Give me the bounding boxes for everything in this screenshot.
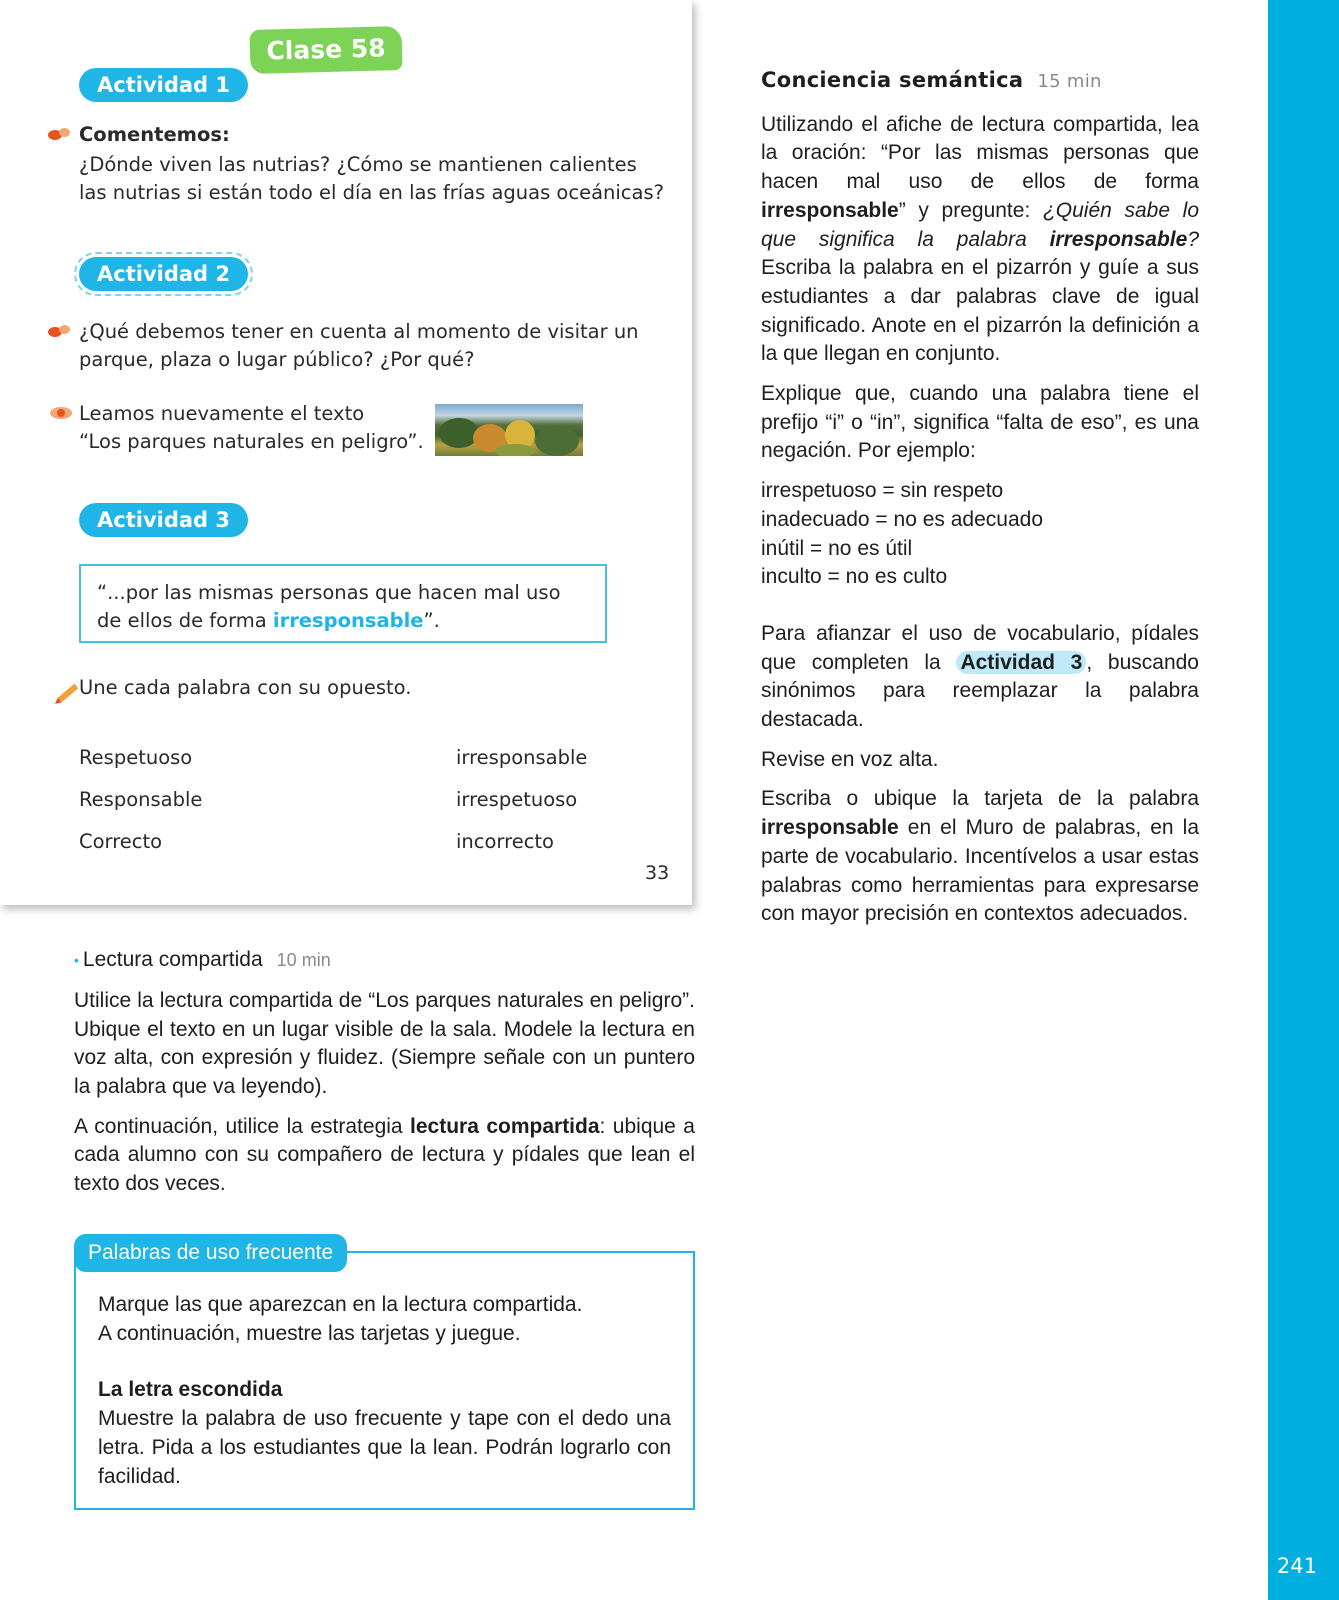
bold-word: lectura compartida xyxy=(410,1114,600,1138)
question-2-line-2: parque, plaza o lugar público? ¿Por qué? xyxy=(79,348,475,371)
paragraph: Explique que, cuando una palabra tiene el prefijo “i” o “in”, significa “falta de eso”, es una negación. Por ejemplo: xyxy=(761,382,1199,463)
left-word: Correcto xyxy=(79,830,163,853)
left-word: Responsable xyxy=(79,788,203,811)
quote-text: de ellos de forma xyxy=(97,609,273,632)
paragraph: Revise en voz alta. xyxy=(761,747,939,771)
examples-list xyxy=(761,477,1199,592)
quote-box xyxy=(79,564,607,643)
quote-line-2 xyxy=(97,607,589,635)
text: Para afianzar el uso de vocabulario, pídales que completen la xyxy=(761,621,1199,674)
reading-prompt-line-1: Leamos nuevamente el texto xyxy=(79,402,365,425)
actividad-2-pill: Actividad 2 xyxy=(79,257,248,291)
question-2 xyxy=(79,318,679,374)
duration-label: 15 min xyxy=(1037,71,1102,92)
section-title-text: Conciencia semántica xyxy=(761,68,1024,92)
text: ? xyxy=(1187,227,1199,251)
side-band xyxy=(1268,0,1339,1600)
box-body: Muestre la palabra de uso frecuente y tape con el dedo una letra. Pida a los estudiantes que la lean. Podrán lograrlo con facilidad. xyxy=(98,1407,671,1488)
box-line: A continuación, muestre las tarjetas y juegue. xyxy=(98,1321,521,1345)
paragraph xyxy=(761,111,1199,369)
paragraph xyxy=(74,1113,695,1199)
paragraph xyxy=(761,785,1199,929)
speech-bubble-icon xyxy=(48,325,70,337)
example-item: irrespetuoso = sin respeto xyxy=(761,479,1004,503)
question-1-line-2: las nutrias si están todo el día en las frías aguas oceánicas? xyxy=(79,181,664,204)
text: , buscando sinónimos para reemplazar la palabra destacada. xyxy=(761,650,1199,732)
section-title xyxy=(74,946,695,975)
right-word: irrespetuoso xyxy=(456,788,578,811)
text: ¿Quién sabe lo que significa la palabra xyxy=(761,198,1199,251)
duration-label: 10 min xyxy=(276,950,331,970)
speech-bubble-icon xyxy=(48,128,70,140)
quote-highlight-word: irresponsable xyxy=(272,609,424,632)
page-number: 241 xyxy=(1276,1554,1317,1578)
park-photo xyxy=(435,404,583,456)
question-2-line-1: ¿Qué debemos tener en cuenta al momento de visitar un xyxy=(79,320,639,343)
reading-prompt-line-2: “Los parques naturales en peligro”. xyxy=(79,430,424,453)
example-item: inadecuado = no es adecuado xyxy=(761,507,1043,531)
text: Escriba la palabra en el pizarrón y guíe a sus estudiantes a dar palabras clave de igual significado. Anote en el pizarrón la definición a la que llegan en conjunto. xyxy=(761,256,1199,366)
bold-word: irresponsable xyxy=(761,198,899,222)
section-title xyxy=(761,66,1199,97)
quote-text-end: ”. xyxy=(423,609,440,632)
paragraph xyxy=(761,620,1199,735)
text: Escriba o ubique la tarjeta de la palabra xyxy=(761,787,1199,811)
text: : ubique a cada alumno con su compañero de lectura y pídales que lean el texto dos veces. xyxy=(74,1114,695,1196)
quote-line-1: “...por las mismas personas que hacen mal uso xyxy=(97,581,561,604)
box-line: Marque las que aparezcan en la lectura compartida. xyxy=(98,1293,583,1316)
palabras-frecuentes-box xyxy=(74,1251,695,1510)
actividad-1-pill: Actividad 1 xyxy=(79,68,248,102)
right-word: incorrecto xyxy=(456,830,554,853)
clase-badge: Clase 58 xyxy=(249,26,402,74)
right-word: irresponsable xyxy=(456,746,588,769)
student-book-page xyxy=(0,0,692,905)
match-instruction: Une cada palabra con su opuesto. xyxy=(79,676,412,699)
text: Utilizando el afiche de lectura compartida, lea la oración: “Por las mismas personas que hacen mal uso de ellos de forma xyxy=(761,112,1199,194)
lectura-compartida-section xyxy=(74,946,695,1210)
box-subtitle: La letra escondida xyxy=(98,1378,283,1402)
eye-icon xyxy=(50,407,72,419)
example-item: inculto = no es culto xyxy=(761,565,948,589)
palabras-frecuentes-tab: Palabras de uso frecuente xyxy=(74,1234,347,1272)
question-1-line-1: ¿Dónde viven las nutrias? ¿Cómo se mantienen calientes xyxy=(79,153,637,176)
comentemos-label: Comentemos: xyxy=(79,123,230,146)
left-word: Respetuoso xyxy=(79,746,193,769)
student-page-number: 33 xyxy=(645,862,670,884)
example-item: inútil = no es útil xyxy=(761,536,913,560)
paragraph: Utilice la lectura compartida de “Los parques naturales en peligro”. Ubique el texto en un lugar visible de la sala. Modele la lectura en voz alta, con expresión y fluidez. (Siempre señale con un puntero la palabra que va leyendo). xyxy=(74,988,695,1098)
bold-word: irresponsable xyxy=(1049,227,1188,251)
text: ” y pregunte: xyxy=(898,198,1043,222)
question-1 xyxy=(79,151,679,207)
text: en el Muro de palabras, en la parte de vocabulario. Incentívelos a usar estas palabras como herramientas para expresarse con mayor precisión en contextos adecuados. xyxy=(761,816,1199,926)
bullet: • xyxy=(74,952,79,969)
bold-word: irresponsable xyxy=(761,816,899,840)
conciencia-semantica-section xyxy=(761,66,1199,940)
reading-prompt xyxy=(79,400,424,456)
actividad-3-pill: Actividad 3 xyxy=(79,503,248,537)
section-title-text: Lectura compartida xyxy=(82,948,263,971)
text: A continuación, utilice la estrategia xyxy=(74,1114,411,1138)
pencil-icon xyxy=(58,684,79,703)
actividad-3-highlight: Actividad 3 xyxy=(956,651,1086,674)
